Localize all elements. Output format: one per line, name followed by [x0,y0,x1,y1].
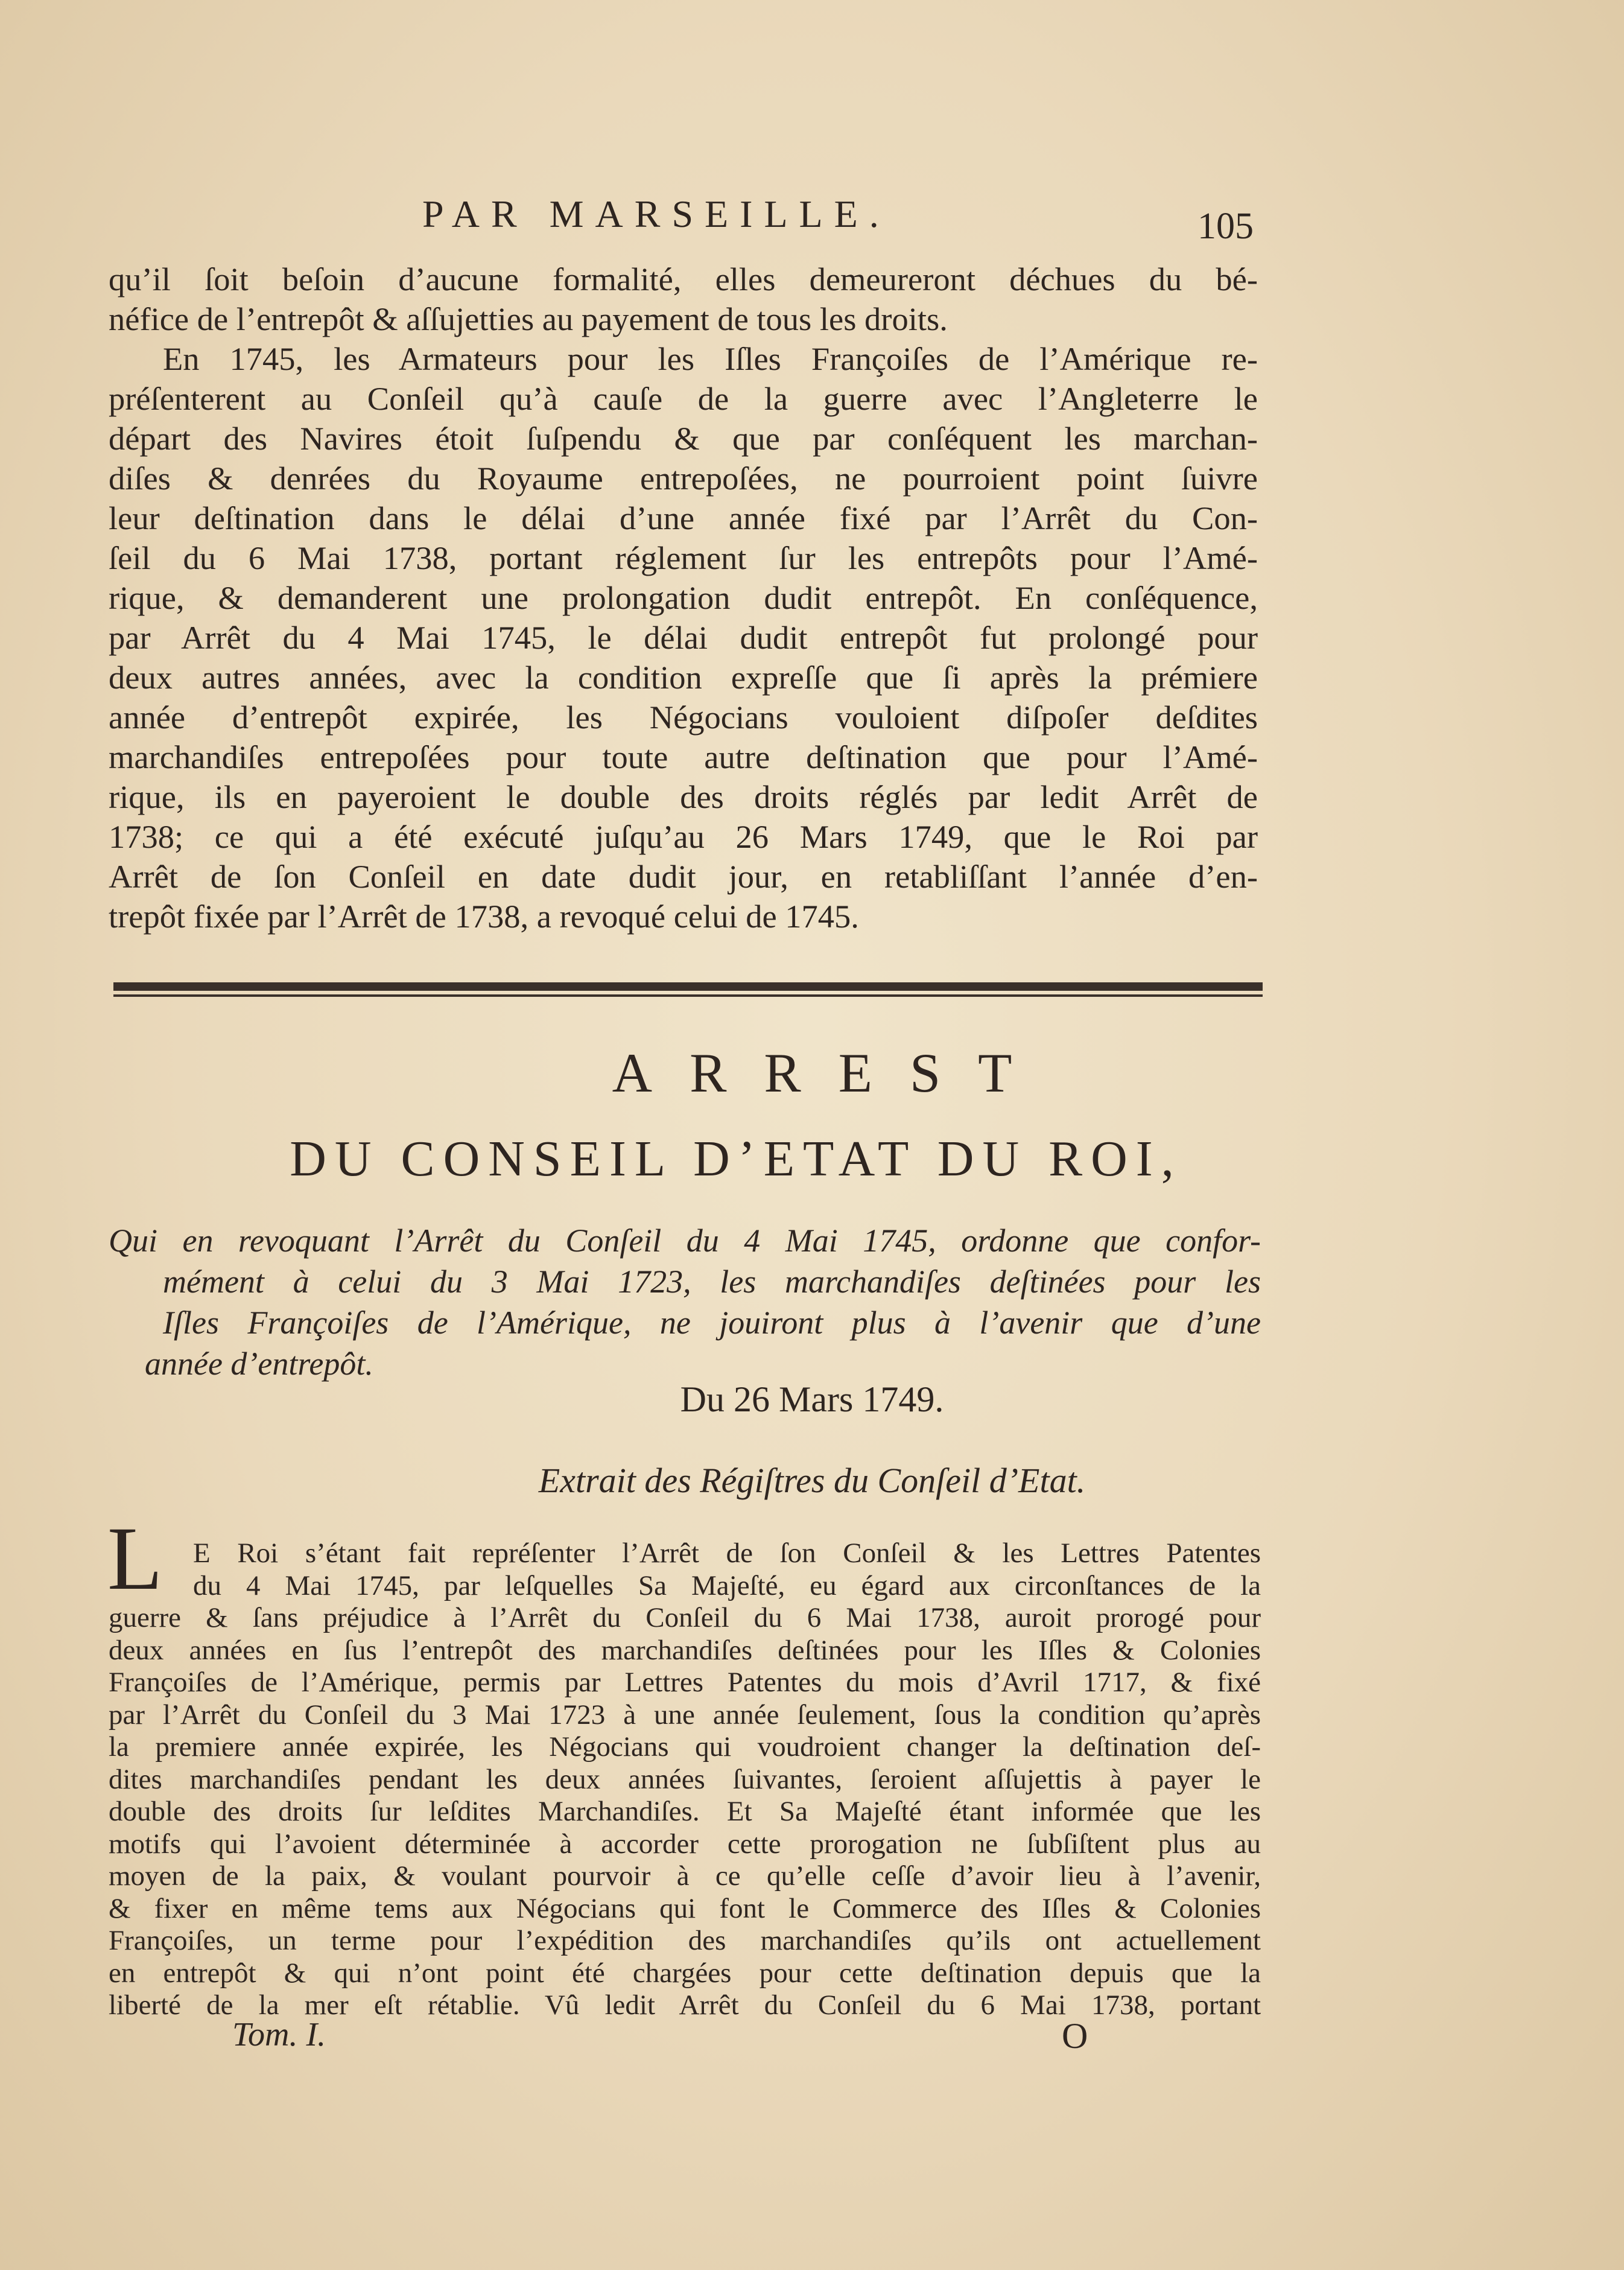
arrest-body [109,1537,1261,2022]
body-line: la premiere année expirée, les Négocians qui voudroient changer la deſtination deſ- [109,1731,1261,1763]
text-line: trepôt fixée par l’Arrêt de 1738, a revoqué celui de 1745. [109,898,859,935]
text-line: qu’il ſoit beſoin d’aucune formalité, elles demeureront déchues du bé- [109,261,1258,297]
text-line: préſenterent au Conſeil qu’à cauſe de la guerre avec l’Angleterre le [109,380,1258,417]
body-line: du 4 Mai 1745, par leſquelles Sa Majeſté, eu égard aux circonſtances de la [193,1569,1261,1601]
body-line: E Roi s’étant fait repréſenter l’Arrêt de ſon Conſeil & les Lettres Patentes [193,1537,1261,1569]
drop-cap: L [107,1509,163,1609]
arrest-date: Du 26 Mars 1749. [680,1379,944,1419]
text-line: deux autres années, avec la condition expreſſe que ſi après la prémiere [109,659,1258,696]
text-line: néfice de l’entrepôt & aſſujetties au payement de tous les droits. [109,300,948,337]
body-line: Françoiſes de l’Amérique, permis par Lettres Patentes du mois d’Avril 1717, & fixé [109,1667,1261,1698]
summary-line: mément à celui du 3 Mai 1723, les marchandiſes deſtinées pour les [163,1264,1261,1300]
text-line: départ des Navires étoit ſuſpendu & que par conſéquent les marchan- [109,420,1258,457]
text-line: année d’entrepôt expirée, les Négocians vouloient diſpoſer deſdites [109,699,1258,736]
page-number: 105 [1197,206,1254,247]
summary-line: Iſles Françoiſes de l’Amérique, ne jouiront plus à l’avenir que d’une [163,1305,1261,1341]
body-line: motifs qui l’avoient déterminée à accorder cette prorogation ne ſubſiſtent plus au [109,1828,1261,1860]
text-line: ſeil du 6 Mai 1738, portant réglement ſur les entrepôts pour l’Amé- [109,539,1258,576]
extrait-heading: Extrait des Régiſtres du Conſeil d’Etat. [538,1461,1086,1500]
conseil-title: DU CONSEIL D’ETAT DU ROI, [290,1131,1182,1187]
text-line: marchandiſes entrepoſées pour toute autre deſtination que pour l’Amé- [109,739,1258,775]
text-line: par Arrêt du 4 Mai 1745, le délai dudit entrepôt fut prolongé pour [109,619,1258,656]
body-line: dites marchandiſes pendant les deux années ſuivantes, ſeroient aſſujettis à payer le [109,1763,1261,1795]
section-divider [113,982,1263,997]
arrest-summary [109,1220,1261,1384]
text-line: 1738; ce qui a été exécuté juſqu’au 26 Mars 1749, que le Roi par [109,818,1258,855]
text-line: Arrêt de ſon Conſeil en date dudit jour, en retabliſſant l’année d’en- [109,858,1258,895]
text-line: rique, & demanderent une prolongation dudit entrepôt. En conſéquence, [109,579,1258,616]
text-line: rique, ils en payeroient le double des droits réglés par ledit Arrêt de [109,778,1258,815]
running-title: PAR MARSEILLE. [422,192,890,235]
body-line: double des droits ſur leſdites Marchandiſes. Et Sa Majeſté étant informée que les [109,1796,1261,1827]
body-line: liberté de la mer eſt rétablie. Vû ledit Arrêt du Conſeil du 6 Mai 1738, portant [109,1989,1261,2021]
body-line: deux années en ſus l’entrepôt des marchandiſes deſtinées pour les Iſles & Colonies [109,1634,1261,1666]
summary-line: année d’entrepôt. [145,1346,373,1382]
text-line: leur deſtination dans le délai d’une année fixé par l’Arrêt du Con- [109,500,1258,536]
body-line: par l’Arrêt du Conſeil du 3 Mai 1723 à une année ſeulement, ſous la condition qu’après [109,1699,1261,1731]
arrest-title: ARREST [612,1042,1050,1104]
body-line: guerre & ſans préjudice à l’Arrêt du Conſeil du 6 Mai 1738, auroit prorogé pour [109,1602,1261,1633]
body-line: & fixer en même tems aux Négocians qui font le Commerce des Iſles & Colonies [109,1892,1261,1924]
signature-mark: O [1062,2016,1088,2056]
text-line: En 1745, les Armateurs pour les Iſles Françoiſes de l’Amérique re- [163,340,1258,377]
summary-line: Qui en revoquant l’Arrêt du Conſeil du 4 Mai 1745, ordonne que confor- [109,1222,1261,1259]
volume-mark: Tom. I. [232,2016,326,2053]
body-line: Françoiſes, un terme pour l’expédition des marchandiſes qu’ils ont actuellement [109,1925,1261,1956]
body-line: en entrepôt & qui n’ont point été chargées pour cette deſtination depuis que la [109,1957,1261,1989]
intro-paragraphs [109,259,1258,936]
text-line: diſes & denrées du Royaume entrepoſées, ne pourroient point ſuivre [109,460,1258,497]
body-line: moyen de la paix, & voulant pourvoir à ce qu’elle ceſſe d’avoir lieu à l’avenir, [109,1860,1261,1892]
